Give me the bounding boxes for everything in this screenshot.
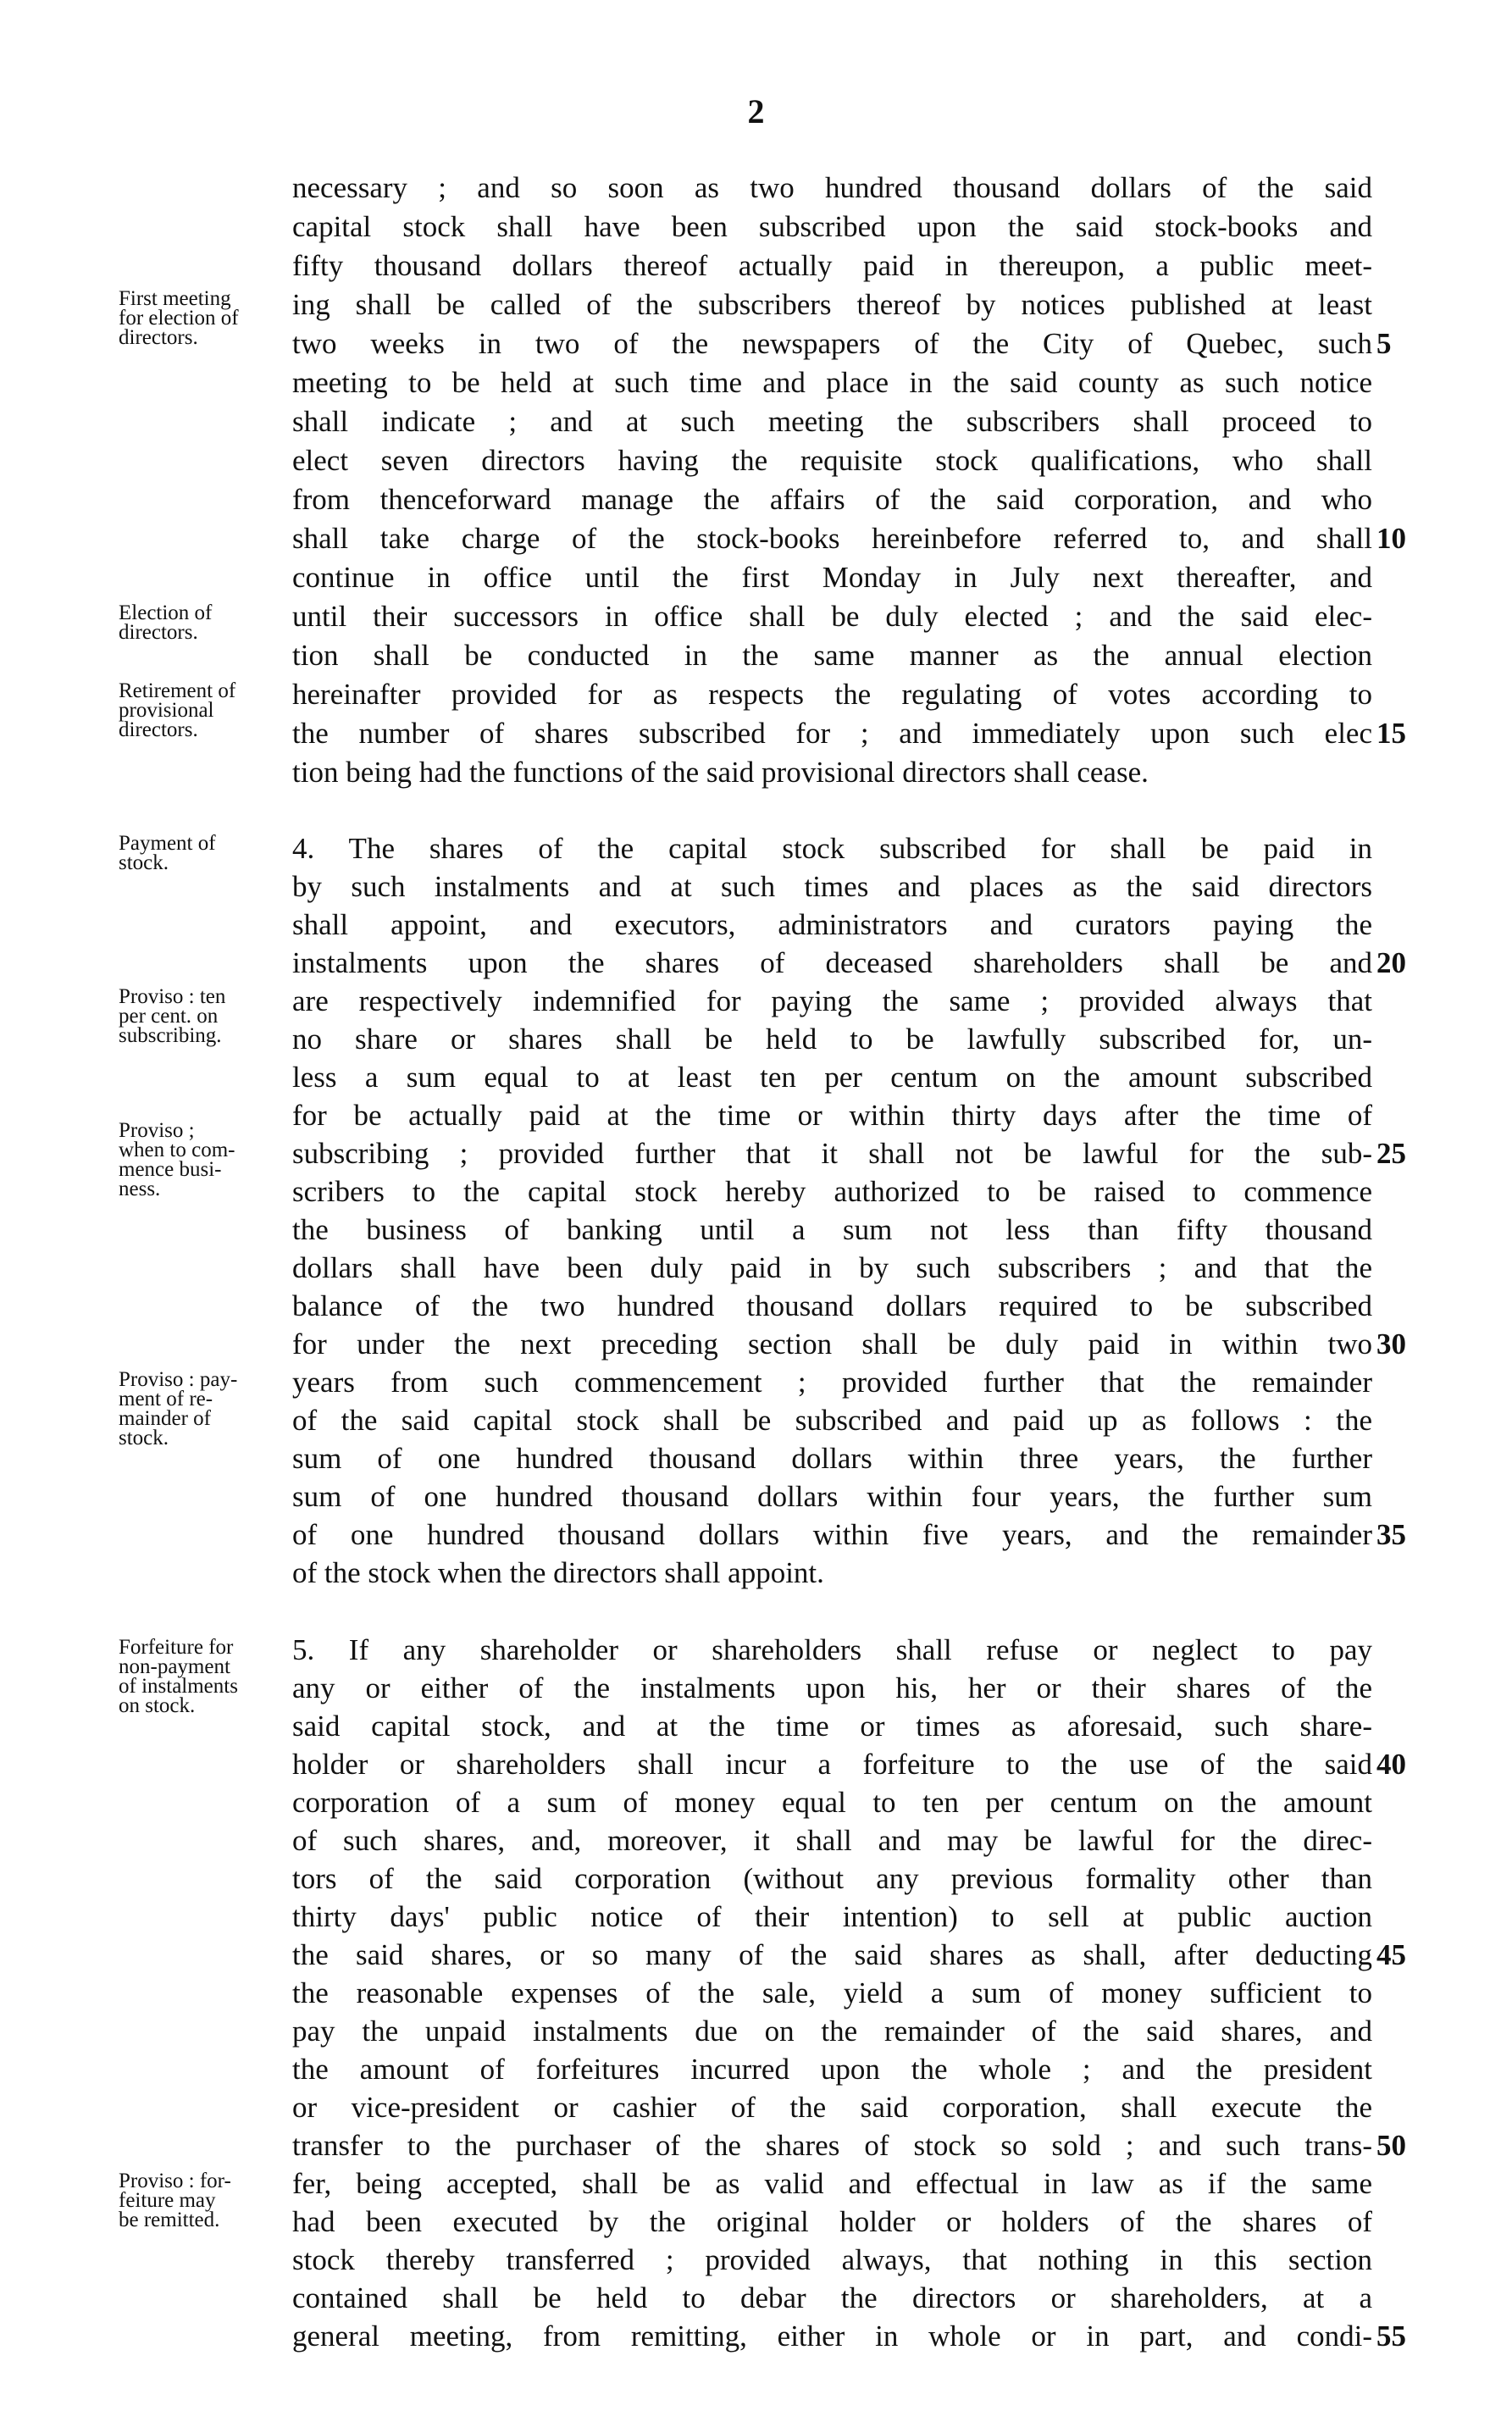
text-line: instalments upon the shares of deceased shareholders shall be and xyxy=(292,946,1372,979)
text-line: for under the next preceding section shall be duly paid in within two xyxy=(292,1327,1372,1361)
line-number: 15 xyxy=(1376,717,1406,750)
text-line: shall indicate ; and at such meeting the subscribers shall proceed to xyxy=(292,405,1372,438)
text-line: elect seven directors having the requisite stock qualifications, who shall xyxy=(292,444,1372,477)
line-number: 50 xyxy=(1376,2129,1406,2162)
text-line: of such shares, and, moreover, it shall and may be lawful for the direc- xyxy=(292,1824,1372,1857)
text-line: said capital stock, and at the time or times as aforesaid, such share- xyxy=(292,1710,1372,1743)
text-line: meeting to be held at such time and place in the said county as such notice xyxy=(292,366,1372,399)
text-line: the business of banking until a sum not less than fifty thousand xyxy=(292,1213,1372,1246)
text-line: for be actually paid at the time or within thirty days after the time of xyxy=(292,1099,1372,1132)
page-number: 2 xyxy=(747,92,765,130)
side-note: Proviso ; when to com- mence busi- ness. xyxy=(119,1119,235,1200)
text-line: the reasonable expenses of the sale, yield a sum of money sufficient to xyxy=(292,1976,1372,2009)
text-line: continue in office until the first Monday in July next thereafter, and xyxy=(292,561,1372,594)
text-line: corporation of a sum of money equal to ten per centum on the amount xyxy=(292,1786,1372,1819)
text-line: years from such commencement ; provided further that the remainder xyxy=(292,1366,1372,1399)
text-line: scribers to the capital stock hereby authorized to be raised to commence xyxy=(292,1175,1372,1208)
line-number: 40 xyxy=(1376,1748,1406,1781)
text-line: tion shall be conducted in the same manner as the annual election xyxy=(292,639,1372,672)
text-line: fer, being accepted, shall be as valid and effectual in law as if the same xyxy=(292,2167,1372,2200)
text-line: or vice-president or cashier of the said corporation, shall execute the xyxy=(292,2091,1372,2124)
text-line: fifty thousand dollars thereof actually paid in thereupon, a public meet- xyxy=(292,249,1372,282)
text-line: contained shall be held to debar the directors or shareholders, at a xyxy=(292,2281,1372,2314)
text-line: the said shares, or so many of the said shares as shall, after deducting xyxy=(292,1938,1372,1971)
text-line: general meeting, from remitting, either in whole or in part, and condi- xyxy=(292,2319,1372,2353)
text-line: shall take charge of the stock-books hereinbefore referred to, and shall xyxy=(292,522,1372,555)
text-line: stock thereby transferred ; provided always, that nothing in this section xyxy=(292,2243,1372,2276)
text-line: no share or shares shall be held to be lawfully subscribed for, un- xyxy=(292,1023,1372,1056)
text-line: the number of shares subscribed for ; and immediately upon such elec xyxy=(292,717,1372,750)
text-line: of one hundred thousand dollars within five years, and the remainder xyxy=(292,1518,1372,1551)
text-line: capital stock shall have been subscribed upon the said stock-books and xyxy=(292,210,1372,243)
side-note: Election of directors. xyxy=(119,601,213,644)
text-line: tion being had the functions of the said provisional directors shall cease. xyxy=(292,756,1149,789)
line-number: 35 xyxy=(1376,1518,1406,1551)
text-line: ing shall be called of the subscribers thereof by notices published at least xyxy=(292,288,1372,321)
text-line: balance of the two hundred thousand dollars required to be subscribed xyxy=(292,1289,1372,1322)
line-number: 25 xyxy=(1376,1137,1406,1170)
text-line: by such instalments and at such times and places as the said directors xyxy=(292,870,1372,903)
text-line: 4. The shares of the capital stock subscribed for shall be paid in xyxy=(292,832,1372,865)
text-line: of the stock when the directors shall appoint. xyxy=(292,1556,824,1589)
text-line: had been executed by the original holder or holders of the shares of xyxy=(292,2205,1372,2238)
text-line: hereinafter provided for as respects the regulating of votes according to xyxy=(292,678,1372,711)
text-line: tors of the said corporation (without any previous formality other than xyxy=(292,1862,1372,1895)
line-number: 55 xyxy=(1376,2319,1406,2353)
side-note: Proviso : for- feiture may be remitted. xyxy=(119,2170,231,2231)
side-note: Forfeiture for non-payment of instalments on stock. xyxy=(119,1636,238,1717)
text-line: subscribing ; provided further that it shall not be lawful for the sub- xyxy=(292,1137,1372,1170)
text-line: pay the unpaid instalments due on the remainder of the said shares, and xyxy=(292,2015,1372,2048)
text-line: sum of one hundred thousand dollars within three years, the further xyxy=(292,1442,1372,1475)
text-line: dollars shall have been duly paid in by such subscribers ; and that the xyxy=(292,1251,1372,1284)
side-note: Payment of stock. xyxy=(119,832,216,874)
text-line: two weeks in two of the newspapers of the City of Quebec, such xyxy=(292,327,1372,360)
text-line: holder or shareholders shall incur a forfeiture to the use of the said xyxy=(292,1748,1372,1781)
text-line: transfer to the purchaser of the shares of stock so sold ; and such trans- xyxy=(292,2129,1372,2162)
side-note: Proviso : ten per cent. on subscribing. xyxy=(119,985,226,1047)
line-number: 5 xyxy=(1376,327,1392,360)
text-line: are respectively indemnified for paying the same ; provided always that xyxy=(292,984,1372,1017)
text-line: of the said capital stock shall be subscribed and paid up as follows : the xyxy=(292,1404,1372,1437)
text-line: shall appoint, and executors, administrators and curators paying the xyxy=(292,908,1372,941)
side-note: Proviso : pay- ment of re- mainder of stock. xyxy=(119,1368,238,1449)
text-line: until their successors in office shall be duly elected ; and the said elec- xyxy=(292,600,1372,633)
text-line: the amount of forfeitures incurred upon the whole ; and the president xyxy=(292,2053,1372,2086)
text-line: 5. If any shareholder or shareholders shall refuse or neglect to pay xyxy=(292,1633,1372,1666)
line-number: 45 xyxy=(1376,1938,1406,1971)
text-line: thirty days' public notice of their intention) to sell at public auction xyxy=(292,1900,1372,1933)
side-note: First meeting for election of directors. xyxy=(119,287,239,349)
line-number: 10 xyxy=(1376,522,1406,555)
line-number: 20 xyxy=(1376,946,1406,979)
line-number: 30 xyxy=(1376,1327,1406,1361)
side-note: Retirement of provisional directors. xyxy=(119,679,236,741)
text-line: necessary ; and so soon as two hundred thousand dollars of the said xyxy=(292,171,1372,204)
text-line: sum of one hundred thousand dollars within four years, the further sum xyxy=(292,1480,1372,1513)
text-line: from thenceforward manage the affairs of the said corporation, and who xyxy=(292,483,1372,516)
text-line: less a sum equal to at least ten per centum on the amount subscribed xyxy=(292,1061,1372,1094)
text-line: any or either of the instalments upon his, her or their shares of the xyxy=(292,1671,1372,1704)
